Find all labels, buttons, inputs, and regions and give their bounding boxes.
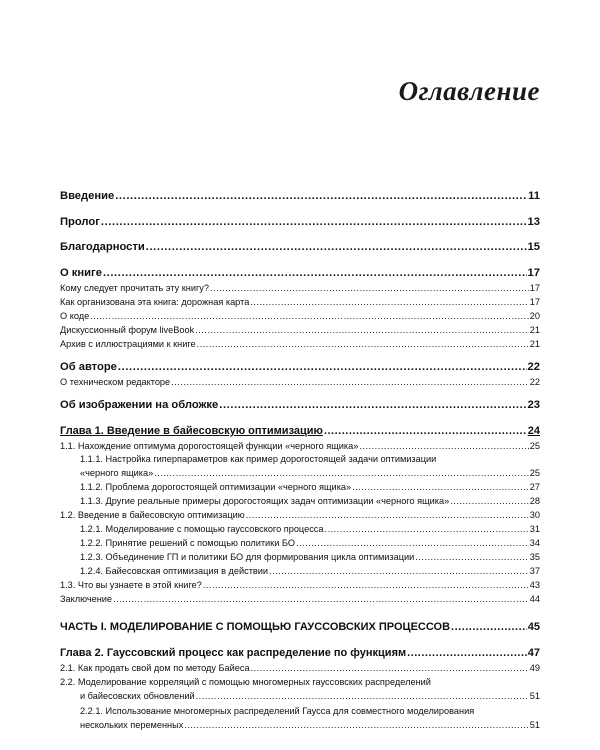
leader-dots [196, 691, 529, 701]
leader-dots [171, 377, 529, 387]
toc-entry-page: 11 [528, 190, 540, 202]
toc-entry-page: 45 [527, 621, 540, 633]
toc-entry-page: 23 [527, 399, 540, 411]
toc-entry-title: 1.1.3. Другие реальные примеры дорогостоящих задач оптимизации «черного ящика» [80, 496, 450, 506]
toc-entry-page: 25 [529, 468, 540, 478]
leader-dots [90, 311, 529, 321]
toc-entry[interactable] [60, 297, 540, 307]
toc-entry-page: 31 [529, 524, 540, 534]
leader-dots [154, 468, 529, 478]
toc-entry-title: О техническом редакторе [60, 377, 171, 387]
toc-entry[interactable] [60, 267, 540, 279]
leader-dots [269, 566, 529, 576]
toc-entry[interactable] [80, 524, 540, 534]
toc-entry-page: 22 [529, 377, 540, 387]
toc-entry-page: 37 [529, 566, 540, 576]
toc-entry-title: 1.2. Введение в байесовскую оптимизацию [60, 510, 245, 520]
toc-entry-title: О коде [60, 311, 90, 321]
leader-dots [101, 216, 527, 228]
toc-entry-title: 1.3. Что вы узнаете в этой книге? [60, 580, 202, 590]
toc-entry[interactable] [60, 377, 540, 387]
toc-entry[interactable] [60, 283, 540, 293]
leader-dots [296, 538, 529, 548]
toc-entry-page: 17 [529, 297, 540, 307]
toc-entry-page: 21 [529, 325, 540, 335]
toc-entry-title[interactable]: 2.2. Моделирование корреляций с помощью многомерных гауссовских распределений [60, 677, 431, 687]
toc-entry[interactable] [60, 339, 540, 349]
toc-entry[interactable] [60, 663, 540, 673]
toc-entry-title: Об изображении на обложке [60, 399, 219, 411]
toc-entry[interactable] [80, 566, 540, 576]
toc-entry-title[interactable]: 1.1.1. Настройка гиперпараметров как пример дорогостоящей задачи оптимизации [80, 454, 437, 464]
toc-entry-page: 47 [527, 647, 540, 659]
leader-dots [246, 510, 529, 520]
toc-entry-title: Архив с иллюстрациями к книге [60, 339, 196, 349]
toc-entry-title: Благодарности [60, 241, 145, 253]
toc-entry[interactable] [60, 325, 540, 335]
toc-entry[interactable] [60, 216, 540, 228]
toc-entry[interactable] [80, 720, 540, 730]
toc-entry-page: 20 [529, 311, 540, 321]
toc-entry[interactable] [60, 425, 540, 437]
toc-entry-title: 1.2.4. Байесовская оптимизация в действии [80, 566, 269, 576]
leader-dots [184, 720, 528, 730]
toc-entry-title-cont: «черного ящика» [80, 468, 154, 478]
toc-entry-page: 24 [527, 425, 540, 437]
leader-dots [118, 361, 527, 373]
toc-entry-page: 34 [529, 538, 540, 548]
leader-dots [113, 594, 529, 604]
page-title: Оглавление [398, 76, 540, 106]
toc-entry-page: 44 [529, 594, 540, 604]
toc-entry-page: 21 [529, 339, 540, 349]
toc-entry[interactable] [80, 482, 540, 492]
toc-entry[interactable] [60, 311, 540, 321]
leader-dots [103, 267, 527, 279]
toc-entry-page: 15 [527, 241, 540, 253]
leader-dots [197, 339, 529, 349]
toc-entry-page: 30 [529, 510, 540, 520]
leader-dots [203, 580, 529, 590]
toc-entry-title: Кому следует прочитать эту книгу? [60, 283, 209, 293]
toc-entry[interactable] [60, 621, 540, 633]
toc-entry-title: Заключение [60, 594, 113, 604]
toc-entry-page: 28 [529, 496, 540, 506]
leader-dots [210, 283, 529, 293]
toc-entry[interactable] [60, 441, 540, 451]
toc-entry-page: 27 [529, 482, 540, 492]
toc-entry-title: 1.2.3. Объединение ГП и политики БО для формирования цикла оптимизации [80, 552, 415, 562]
toc-entry-page: 35 [529, 552, 540, 562]
leader-dots [324, 425, 527, 437]
toc-entry-title: 1.1.2. Проблема дорогостоящей оптимизации «черного ящика» [80, 482, 352, 492]
toc-entry[interactable] [60, 594, 540, 604]
toc-entry-title: Пролог [60, 216, 100, 228]
toc-entry-title: Об авторе [60, 361, 117, 373]
leader-dots [219, 399, 526, 411]
toc-entry-page: 25 [529, 441, 540, 451]
leader-dots [325, 524, 529, 534]
toc-entry-title: ЧАСТЬ I. МОДЕЛИРОВАНИЕ С ПОМОЩЬЮ ГАУССОВСКИХ ПРОЦЕССОВ [60, 621, 451, 633]
toc-entry[interactable] [80, 538, 540, 548]
toc-entry-title: 1.2.2. Принятие решений с помощью политики БО [80, 538, 295, 548]
toc-entry-title: 1.2.1. Моделирование с помощью гауссовского процесса [80, 524, 324, 534]
toc-entry-page: 49 [529, 663, 540, 673]
toc-entry-title-cont: нескольких переменных [80, 720, 184, 730]
leader-dots [451, 621, 527, 633]
toc-entry[interactable] [60, 580, 540, 590]
toc-entry-title: 2.1. Как продать свой дом по методу Байеса [60, 663, 250, 673]
toc-entry-page: 13 [527, 216, 540, 228]
toc-entry-page: 17 [527, 267, 540, 279]
toc-entry-page: 43 [529, 580, 540, 590]
toc-entry[interactable] [80, 468, 540, 478]
toc-entry[interactable] [60, 361, 540, 373]
toc-entry-title: Дискуссионный форум liveBook [60, 325, 195, 335]
leader-dots [250, 297, 528, 307]
toc-entry-title: Введение [60, 190, 115, 202]
leader-dots [359, 441, 528, 451]
toc-entry-page: 51 [529, 720, 540, 730]
leader-dots [415, 552, 528, 562]
leader-dots [146, 241, 527, 253]
leader-dots [407, 647, 527, 659]
toc-entry[interactable] [60, 647, 540, 659]
leader-dots [115, 190, 527, 202]
toc-entry-title: 1.1. Нахождение оптимума дорогостоящей функции «черного ящика» [60, 441, 359, 451]
leader-dots [352, 482, 529, 492]
toc-entry[interactable] [60, 190, 540, 202]
toc-entry-title-cont: и байесовских обновлений [80, 691, 195, 701]
toc-entry[interactable] [60, 510, 540, 520]
toc-entry[interactable] [60, 241, 540, 253]
leader-dots [450, 496, 529, 506]
toc-entry[interactable] [80, 691, 540, 701]
toc-entry-title: Глава 2. Гауссовский процесс как распределение по функциям [60, 647, 407, 659]
leader-dots [251, 663, 529, 673]
toc-entry-title: Как организована эта книга: дорожная карта [60, 297, 250, 307]
toc-entry-page: 51 [529, 691, 540, 701]
toc-entry-page: 22 [527, 361, 540, 373]
toc-entry-title: Глава 1. Введение в байесовскую оптимизацию [60, 425, 323, 437]
toc-entry-title[interactable]: 2.2.1. Использование многомерных распределений Гаусса для совместного моделирования [80, 706, 475, 716]
toc-entry-page: 17 [529, 283, 540, 293]
toc-entry[interactable] [80, 496, 540, 506]
toc-entry[interactable] [60, 399, 540, 411]
leader-dots [195, 325, 529, 335]
toc-entry-title: О книге [60, 267, 102, 279]
toc-entry[interactable] [80, 552, 540, 562]
